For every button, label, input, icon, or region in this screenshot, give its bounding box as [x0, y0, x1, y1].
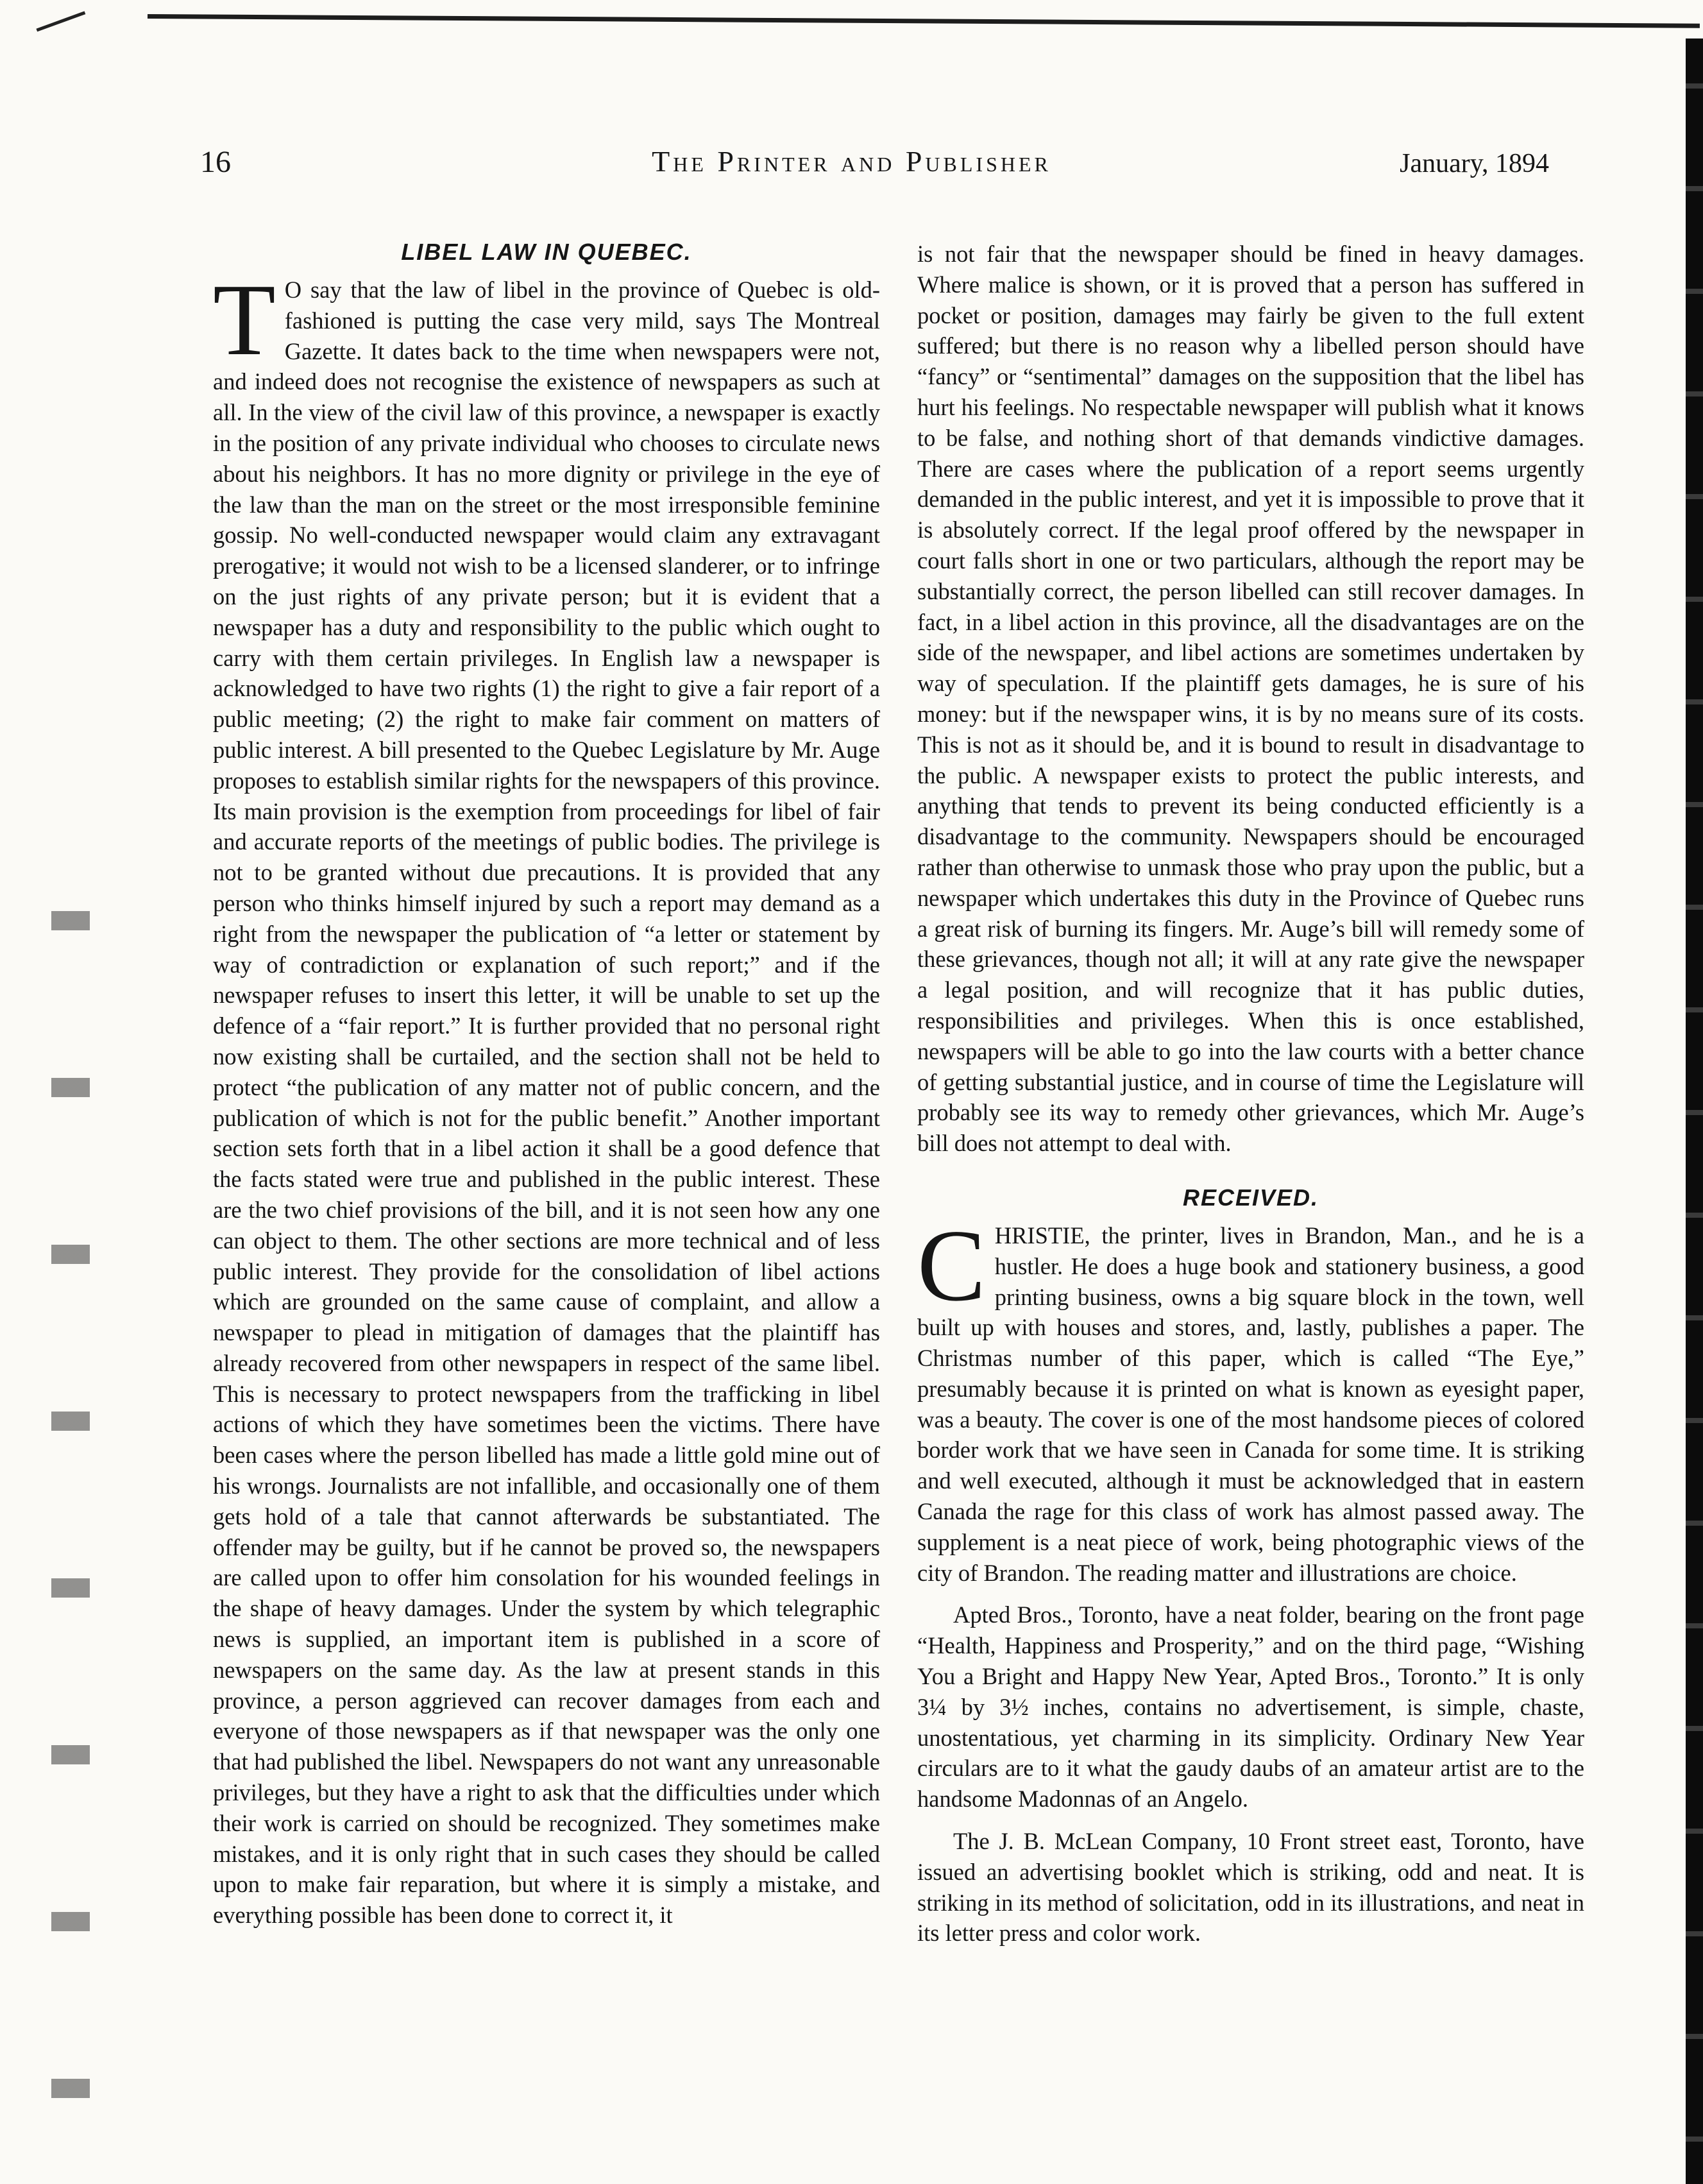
right-column	[917, 239, 1584, 1949]
paragraph-text: HRISTIE, the printer, lives in Brandon, Man., and he is a hustler. He does a huge book and stationery business, a good printing business, owns a big square block in the town, well built up with houses and stores, and, lastly, publishes a paper. The Christmas number of this paper, which is called “The Eye,” presumably because it is printed on what is known as eyesight paper, was a beauty. The cover is one of the most handsome pieces of colored border work that we have seen in Canada for some time. It is striking and well executed, although it must be acknowledged that in eastern Canada the rage for this class of work has almost passed away. The supplement is a neat piece of work, being photographic views of the city of Brandon. The reading matter and illustrations are choice.	[917, 1222, 1584, 1586]
page-number: 16	[200, 145, 231, 179]
article-paragraph	[213, 262, 880, 1931]
paragraph-text: O say that the law of libel in the province of Quebec is old-fashioned is putting the case very mild, says The Montreal Gazette. It dates back to the time when newspapers were not, and indeed does not recognise the existence of newspapers as such at all. In the view of the civil law of this province, a newspaper is exactly in the position of any private individual who chooses to circulate news about his neighbors. It has no more dignity or privilege in the eye of the law than the man on the street or the most irresponsible feminine gossip. No well-conducted newspaper would claim any extravagant prerogative; it would not wish to be a licensed slanderer, or to infringe on the just rights of any private person; but it is evident that a newspaper has a duty and responsibility to the public which ought to carry with them certain privileges. In English law a newspaper is acknowledged to have two rights (1) the right to give a fair report of a public meeting; (2) the right to make fair comment on matters of public interest. A bill presented to the Quebec Legislature by Mr. Auge proposes to establish similar rights for the newspapers of this province. Its main provision is the exemption from proceedings for libel of fair and accurate reports of the meetings of public bodies. The privilege is not to be granted without due precautions. It is provided that any person who thinks himself injured by such a report may demand as a right from the newspaper the publication of “a letter or statement by way of contradiction or explanation of such report;” and if the newspaper refuses to insert this letter, it will be unable to set up the defence of a “fair report.” It is further provided that no personal right now existing shall be curtailed, and the section shall not be held to protect “the publication of any matter not of public concern, and the publication of which is not for the public benefit.” Another important section sets forth that in a libel action it shall be a good defence that the facts stated were true and published in the public interest. These are the two chief provisions of the bill, and it is not seen how any one can object to them. The other sections are more technical and of less public interest. They provide for the consolidation of libel actions which are grounded on the same cause of complaint, and allow a newspaper to plead in mitigation of damages that the plaintiff has already recovered from other newspapers in respect of the same libel. This is necessary to protect newspapers from the trafficking in libel actions of which they have sometimes been the victims. There have been cases where the person libelled has made a little gold mine out of his wrongs. Journalists are not infallible, and occasionally one of them gets hold of a tale that cannot afterwards be substantiated. The offender may be guilty, but if he cannot be proved so, the newspapers are called upon to offer him consolation for his wounded feelings in the shape of heavy damages. Under the system by which telegraphic news is supplied, an important item is published in a score of newspapers on the same day. As the law at present stands in this province, a person aggrieved can recover damages from each and everyone of those newspapers as if that newspaper was the only one that had published the libel. Newspapers do not want any unreasonable privileges, but they have a right to ask that the difficulties under which their work is carried on should be recognized. They sometimes make mistakes, and it is only right that in such cases they should be called upon to make fair reparation, but where it is simply a mistake, and everything possible has been done to correct it, it	[213, 277, 880, 1929]
left-column	[213, 239, 880, 1931]
scan-border-line	[148, 14, 1700, 28]
article-heading-libel-law: LIBEL LAW IN QUEBEC.	[401, 239, 692, 265]
article-paragraph	[917, 1207, 1584, 1589]
scan-margin-specks	[51, 834, 90, 2117]
article-heading-received: RECEIVED.	[1182, 1184, 1319, 1211]
scan-page-edge	[1686, 38, 1703, 2184]
article-paragraph: Apted Bros., Toronto, have a neat folder, bearing on the front page “Health, Happiness and Prosperity,” and on the third page, “Wishing You a Bright and Happy New Year, Apted Bros., Toronto.” It is only 3¼ by 3½ inches, contains no advertisement, is simple, chaste, unostentatious, yet charming in its simplicity. Ordinary New Year circulars are to it what the gaudy daubs of an amateur artist are to the handsome Madonnas of an Angelo.	[917, 1601, 1584, 1813]
scan-corner-mark	[36, 11, 92, 49]
drop-cap: C	[917, 1207, 986, 1322]
article-paragraph: The J. B. McLean Company, 10 Front street east, Toronto, have issued an advertising booklet which is striking, odd and neat. It is striking in its method of solicitation, odd in its illustrations, and neat in its letter press and color work.	[917, 1828, 1584, 1947]
page-header	[0, 144, 1703, 189]
journal-title: The Printer and Publisher	[652, 145, 1051, 178]
article-paragraph-continued: is not fair that the newspaper should be fined in heavy damages. Where malice is shown, or it is proved that a person has suffered in pocket or position, damages may fairly be given to the full extent suffered; but there is no reason why a libelled person should have “fancy” or “sentimental” damages on the supposition that the libel has hurt his feelings. No respectable newspaper will publish what it knows to be false, and nothing short of that demands vindictive damages. There are cases where the publication of a report seems urgently demanded in the public interest, and yet it is impossible to prove that it is absolutely correct. If the legal proof offered by the newspaper in court falls short in one or two particulars, although the report may be substantially correct, the person libelled can still recover damages. In fact, in a libel action in this province, all the disadvantages are on the side of the newspaper, and libel actions are sometimes undertaken by way of speculation. If the plaintiff gets damages, he is sure of his money: but if the newspaper wins, it is by no means sure of its costs. This is not as it should be, and it is bound to result in disadvantage to the public. A newspaper exists to protect the public interests, and anything that tends to prevent its being conducted efficiently is a disadvantage to the community. Newspapers should be encouraged rather than otherwise to unmask those who pray upon the public, but a newspaper which undertakes this duty in the Province of Quebec runs a great risk of burning its fingers. Mr. Auge’s bill will remedy some of these grievances, though not all; it will at any rate give the newspaper a legal position, and will recognize that it has public duties, responsibilities and privileges. When this is once established, newspapers will be able to go into the law courts with a better chance of getting substantial justice, and in course of time the Legislature will probably see its way to remedy other grievances, which Mr. Auge’s bill does not attempt to deal with.	[917, 241, 1584, 1157]
drop-cap: T	[213, 262, 276, 377]
issue-date: January, 1894	[1400, 149, 1549, 178]
